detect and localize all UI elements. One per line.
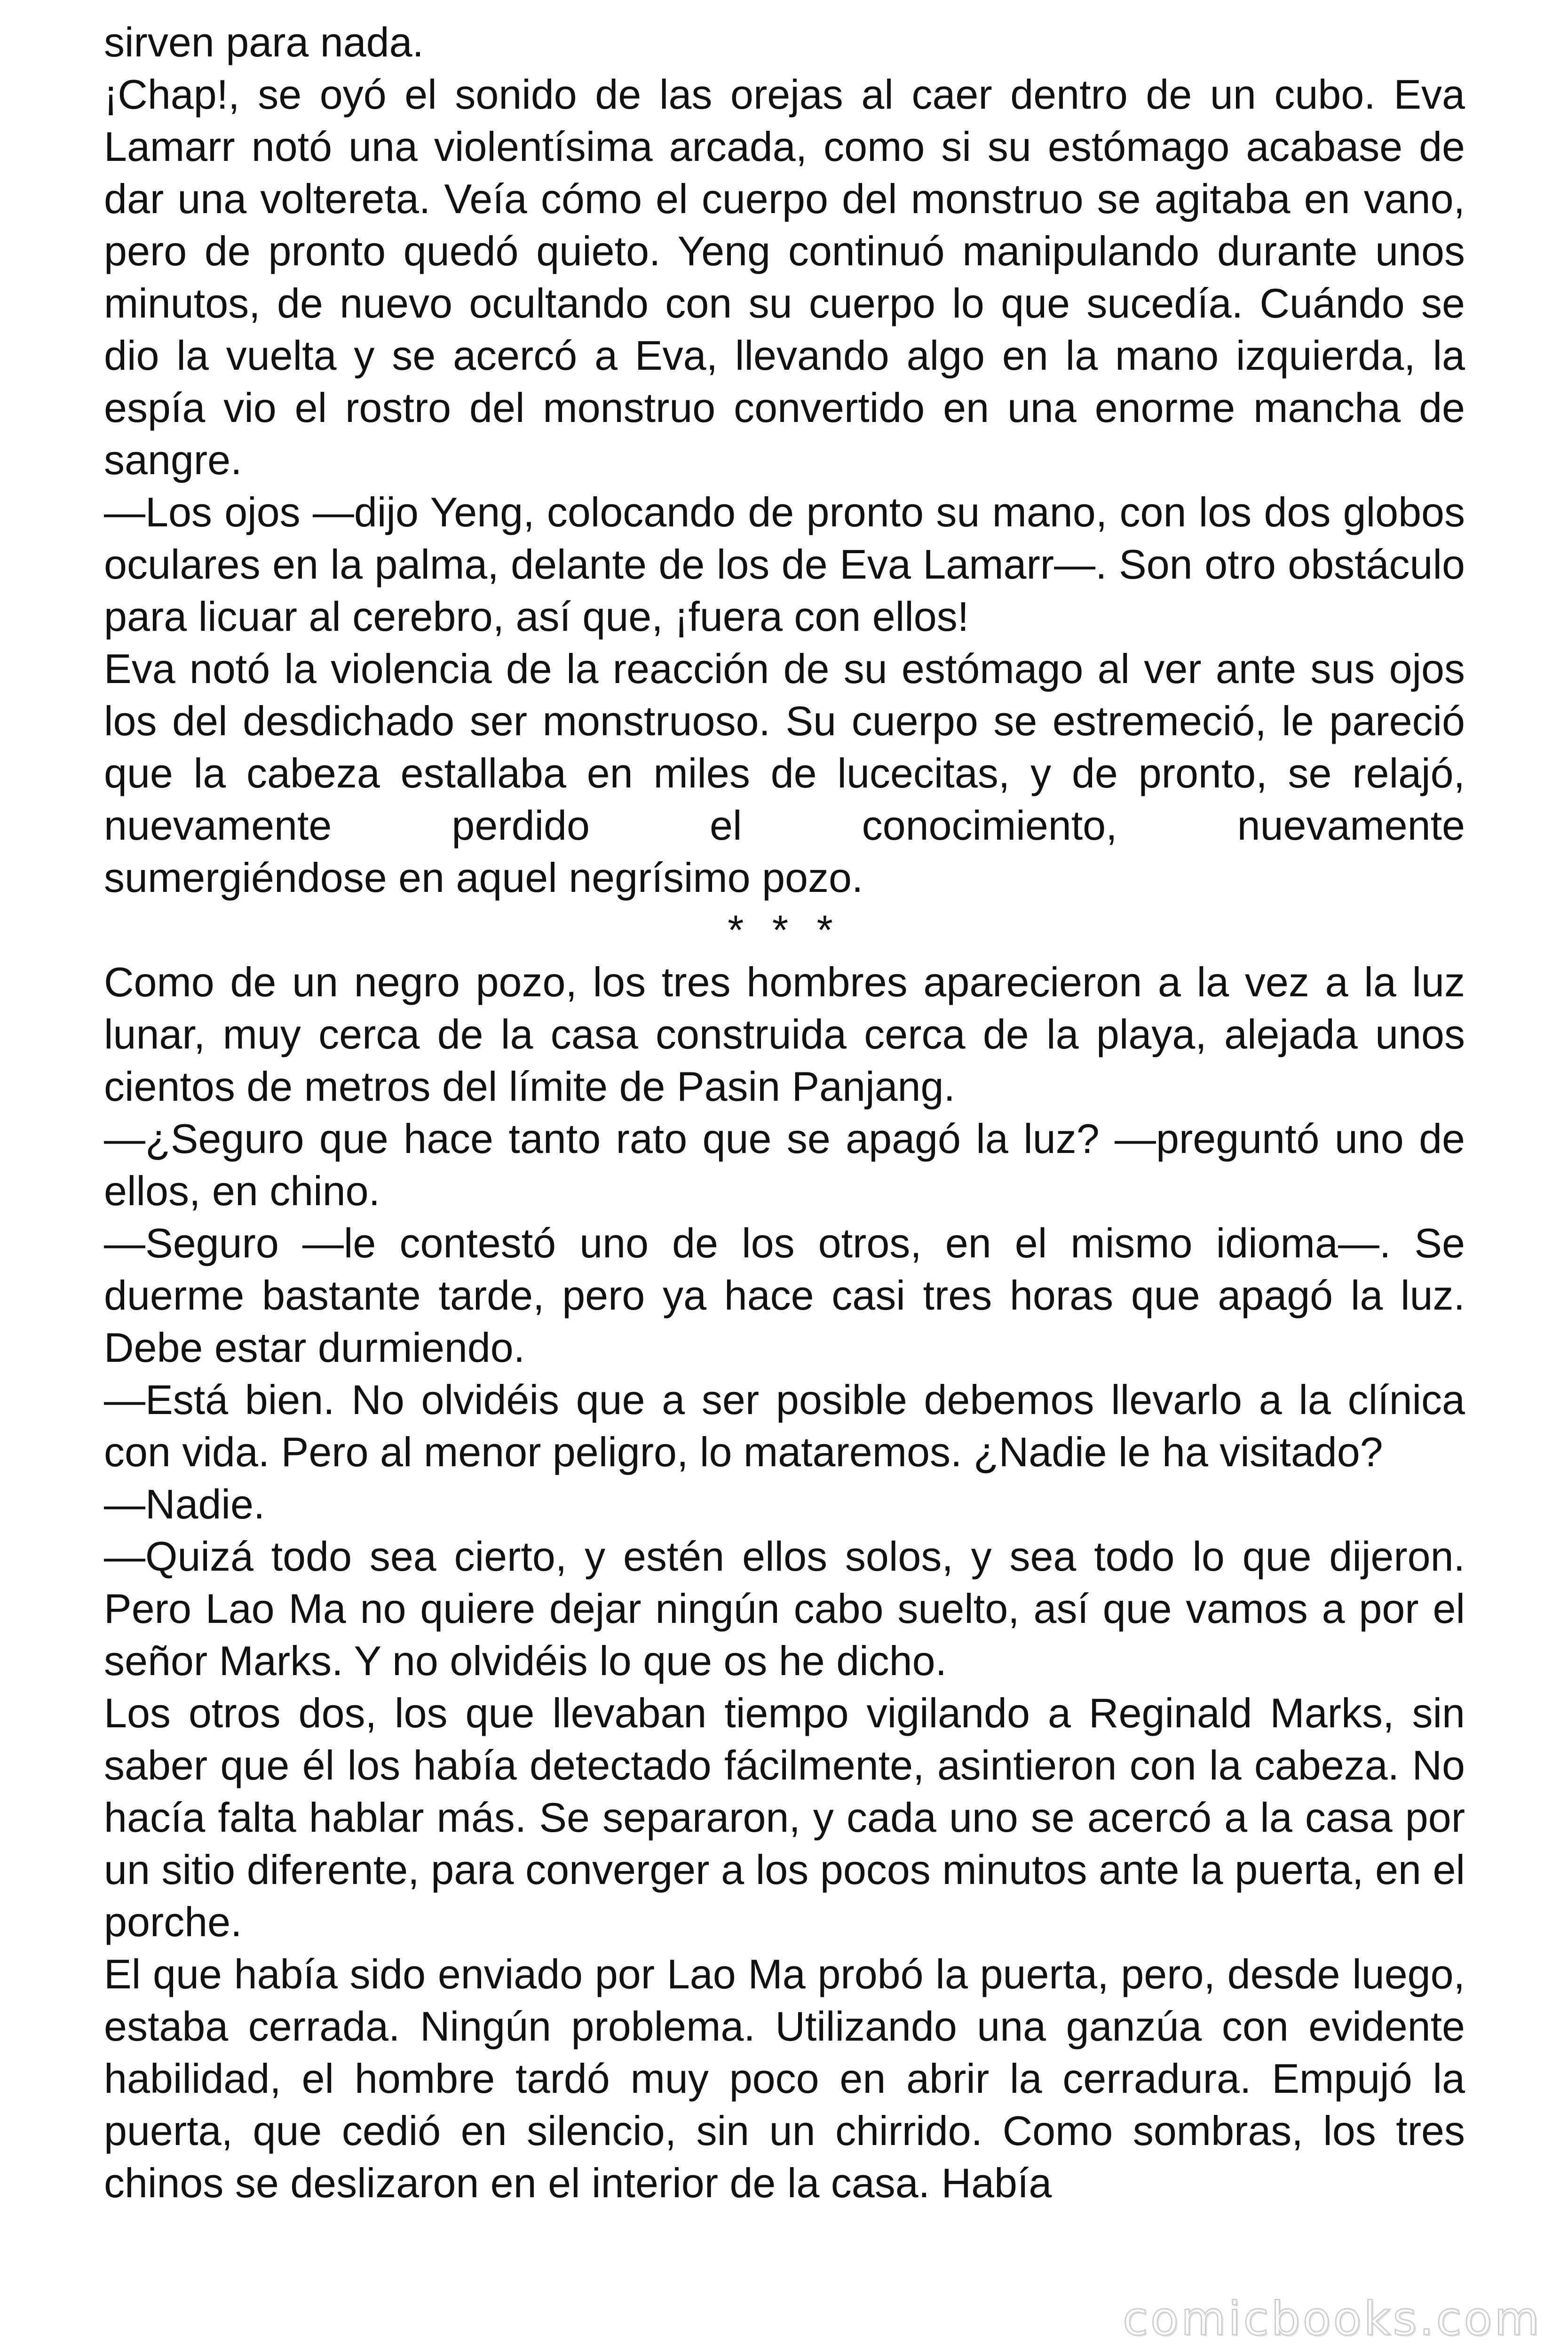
paragraph: —Seguro —le contestó uno de los otros, en el mismo idioma—. Se duerme bastante tarde, pero ya hace casi tres horas que apagó la luz. Debe estar durmiendo. [104,1220,1465,1371]
document-page [104,16,1465,2209]
text-block-top [104,16,1465,904]
section-separator: * * * [728,906,841,953]
paragraph: sumergiéndose en aquel negrísimo pozo. [104,854,863,901]
watermark-logo: comicbooks.com [1123,2292,1542,2346]
paragraph: Los otros dos, los que llevaban tiempo vigilando a Reginald Marks, sin saber que él los había detectado fácilmente, asintieron con la cabeza. No hacía falta hablar más. Se separaron, y cada uno se acercó a la casa por un sitio diferente, para converger a los pocos minutos ante la puerta, en el porche. [104,1690,1465,1945]
paragraph: sirven para nada. [104,19,424,65]
paragraph: —¿Seguro que hace tanto rato que se apagó la luz? —preguntó uno de ellos, en chino. [104,1115,1465,1214]
paragraph: El que había sido enviado por Lao Ma probó la puerta, pero, desde luego, estaba cerrada. Ningún problema. Utilizando una ganzúa con evidente habilidad, el hombre tardó muy poco en abrir la cerradura. Empujó la puerta, que cedió en silencio, sin un chirrido. Como sombras, los tres chinos se deslizaron en el interior de la casa. Había [104,1951,1465,2206]
paragraph: —Nadie. [104,1481,265,1527]
paragraph: Como de un negro pozo, los tres hombres aparecieron a la vez a la luz lunar, muy cerca de la casa construida cerca de la playa, alejada unos cientos de metros del límite de Pasin Panjang. [104,959,1465,1110]
paragraph: ¡Chap!, se oyó el sonido de las orejas al caer dentro de un cubo. Eva Lamarr notó una violentísima arcada, como si su estómago acabase de dar una voltereta. Veía cómo el cuerpo del monstruo se agitaba en vano, pero de pronto quedó quieto. Yeng continuó manipulando durante unos minutos, de nuevo ocultando con su cuerpo lo que sucedía. Cuándo se dio la vuelta y se acercó a Eva, llevando algo en la mano izquierda, la espía vio el rostro del monstruo convertido en una enorme mancha de sangre. [104,71,1465,483]
text-block-bottom [104,956,1465,2209]
paragraph: —Quizá todo sea cierto, y estén ellos solos, y sea todo lo que dijeron. Pero Lao Ma no quiere dejar ningún cabo suelto, así que vamos a por el señor Marks. Y no olvidéis lo que os he dicho. [104,1533,1465,1684]
paragraph: —Está bien. No olvidéis que a ser posible debemos llevarlo a la clínica con vida. Pero al menor peligro, lo mataremos. ¿Nadie le ha visitado? [104,1376,1465,1475]
paragraph: —Los ojos —dijo Yeng, colocando de pronto su mano, con los dos globos oculares en la palma, delante de los de Eva Lamarr—. Son otro obstáculo para licuar al cerebro, así que, ¡fuera con ellos! [104,489,1465,640]
paragraph: Eva notó la violencia de la reacción de su estómago al ver ante sus ojos los del desdichado ser monstruoso. Su cuerpo se estremeció, le pareció que la cabeza estallaba en miles de lucecitas, y de pronto, se relajó, nuevamente perdido el conocimiento, nuevamente [104,645,1465,849]
